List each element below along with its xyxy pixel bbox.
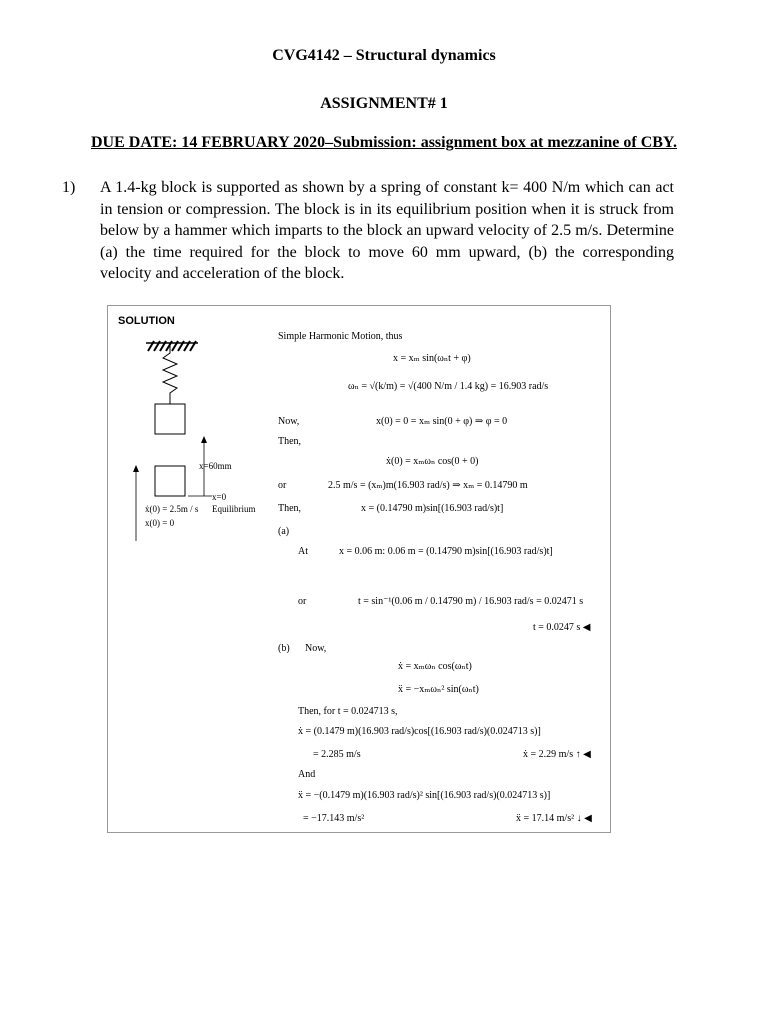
sol-line-3: ωₙ = √(k/m) = √(400 N/m / 1.4 kg) = 16.903 rad/s — [348, 381, 549, 392]
sol-or-2: or — [298, 596, 307, 607]
label-ic-position: x(0) = 0 — [145, 518, 175, 528]
sol-line-2: x = xₘ sin(ωₙt + φ) — [393, 353, 471, 364]
answer-velocity: ẋ = 2.29 m/s ↑ ◀ — [523, 749, 591, 760]
sol-line-16: = −17.143 m/s² — [303, 813, 365, 824]
problem-number: 1) — [62, 179, 76, 196]
problem-statement — [62, 177, 674, 285]
assignment-title: ASSIGNMENT# 1 — [320, 95, 448, 112]
sol-line-14: = 2.285 m/s — [313, 749, 361, 760]
sol-then-2: Then, — [278, 503, 302, 514]
solution-heading: SOLUTION — [118, 315, 175, 327]
due-date: DUE DATE: 14 FEBRUARY 2020–Submission: assignment box at mezzanine of CBY. — [91, 134, 677, 151]
sol-line-8: x = 0.06 m: 0.06 m = (0.14790 m)sin[(16.903 rad/s)t] — [339, 546, 553, 557]
sol-at: At — [298, 546, 308, 557]
problem-text: A 1.4-kg block is supported as shown by a spring of constant k= 400 N/m which can act in tension or compression. The block is in its equilibrium position when it is struck from below by a hammer which imparts to the block an upward velocity of 2.5 m/s. Determine (a) the time required for the block to move 60 mm upward, (b) the corresponding velocity and acceleration of the block. — [100, 179, 674, 282]
sol-line-12: Then, for t = 0.024713 s, — [298, 706, 398, 717]
sol-and: And — [298, 769, 316, 780]
sol-line-1: Simple Harmonic Motion, thus — [278, 331, 403, 342]
course-title: CVG4142 – Structural dynamics — [272, 47, 496, 64]
label-x0: x=0 — [212, 492, 227, 502]
sol-or-1: or — [278, 480, 287, 491]
block-upper — [155, 404, 185, 434]
sol-part-b: (b) — [278, 643, 290, 654]
sol-now: Now, — [278, 416, 300, 427]
sol-line-13: ẋ = (0.1479 m)(16.903 rad/s)cos[(16.903 rad/s)(0.024713 s)] — [298, 726, 541, 737]
solution-figure — [107, 305, 611, 833]
block-lower — [155, 466, 185, 496]
sol-line-6: 2.5 m/s = (xₘ)m(16.903 rad/s) ⇒ xₘ = 0.14790 m — [328, 480, 528, 491]
sol-then-1: Then, — [278, 436, 302, 447]
answer-time: t = 0.0247 s ◀ — [533, 622, 591, 633]
sol-line-7: x = (0.14790 m)sin[(16.903 rad/s)t] — [361, 503, 504, 514]
sol-line-9: t = sin⁻¹(0.06 m / 0.14790 m) / 16.903 rad/s = 0.02471 s — [358, 596, 584, 607]
label-ic-velocity: ẋ(0) = 2.5m / s — [145, 504, 199, 514]
ceiling-hatch — [146, 341, 198, 351]
sol-line-11: ẍ = −xₘωₙ² sin(ωₙt) — [398, 684, 479, 695]
sol-line-5: ẋ(0) = xₘωₙ cos(0 + 0) — [386, 456, 479, 467]
spring — [163, 345, 177, 404]
sol-line-15: ẍ = −(0.1479 m)(16.903 rad/s)² sin[(16.903 rad/s)(0.024713 s)] — [298, 790, 551, 801]
sol-now-2: Now, — [305, 643, 327, 654]
label-x60: x=60mm — [199, 461, 232, 471]
answer-acceleration: ẍ = 17.14 m/s² ↓ ◀ — [516, 813, 592, 824]
label-equilibrium: Equilibrium — [212, 504, 256, 514]
sol-part-a: (a) — [278, 526, 290, 537]
sol-line-10: ẋ = xₘωₙ cos(ωₙt) — [398, 661, 472, 672]
sol-line-4: x(0) = 0 = xₘ sin(0 + φ) ⇒ φ = 0 — [376, 416, 508, 427]
